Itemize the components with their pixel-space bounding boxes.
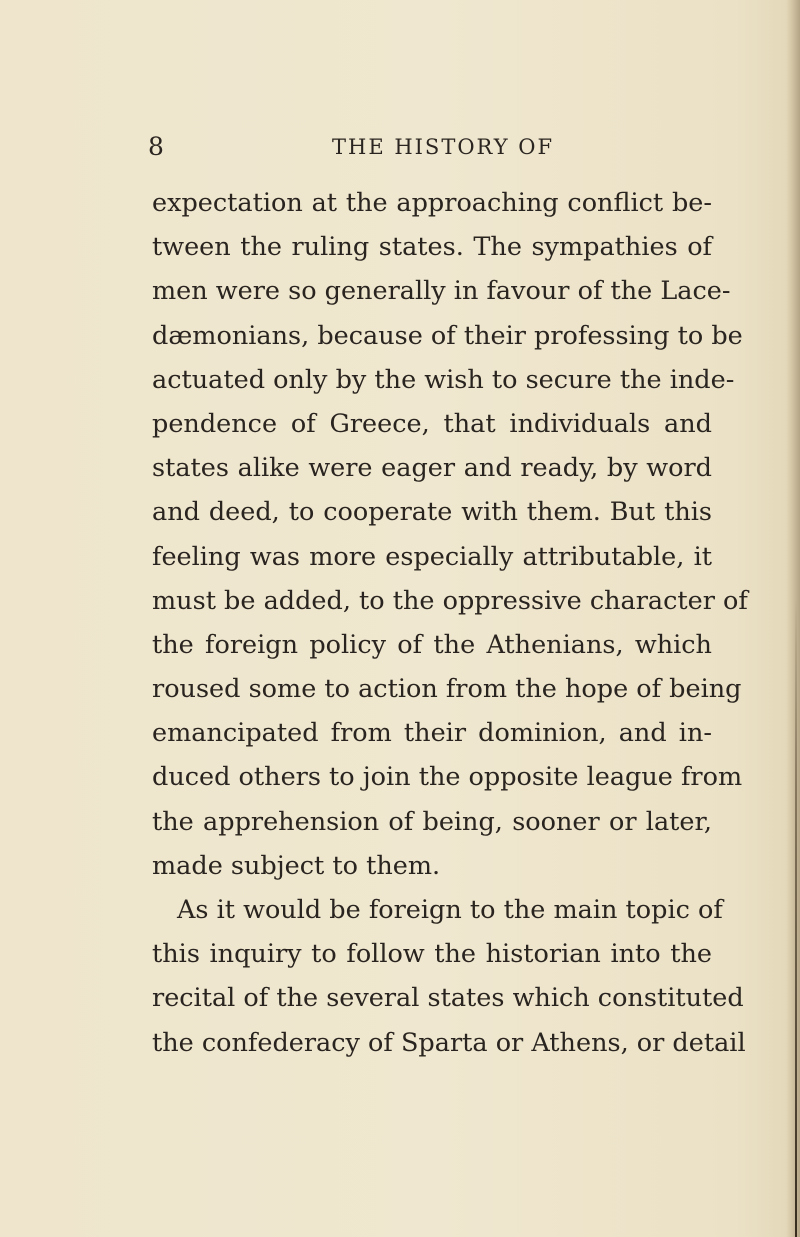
text-line: the foreign policy of the Athenians, which [152,629,712,660]
text-line: actuated only by the wish to secure the inde- [152,364,735,395]
page-edge-line [795,600,797,1237]
text-line: duced others to join the opposite league from [152,762,743,793]
text-line: roused some to action from the hope of being [152,674,742,705]
text-line: feeling was more especially attributable, it [152,541,712,572]
text-line: and deed, to cooperate with them. But this [152,497,712,528]
text-line: expectation at the approaching conflict be- [152,188,712,218]
text-line: must be added, to the oppressive character of [152,585,748,616]
page-number: 8 [148,132,164,161]
page-header [0,130,800,164]
text-line: the apprehension of being, sooner or later, [152,806,712,837]
text-line: the confederacy of Sparta or Athens, or detail [152,1027,746,1058]
text-line: this inquiry to follow the historian into the [152,939,712,970]
paragraph-end-line: made subject to them. [152,850,441,881]
paragraph-start-line: As it would be foreign to the main topic of [177,895,723,925]
running-head: THE HISTORY OF [332,135,555,159]
text-line: tween the ruling states. The sympathies of [152,232,712,263]
text-line: recital of the several states which constituted [152,983,744,1014]
text-line: men were so generally in favour of the Lace- [152,276,731,307]
page-edge-shadow [786,0,800,1237]
text-line: pendence of Greece, that individuals and [152,408,712,439]
body-text [152,181,748,1065]
text-line: dæmonians, because of their professing to be [152,320,743,351]
text-line: states alike were eager and ready, by word [152,453,712,484]
text-line: emancipated from their dominion, and in- [152,718,712,749]
